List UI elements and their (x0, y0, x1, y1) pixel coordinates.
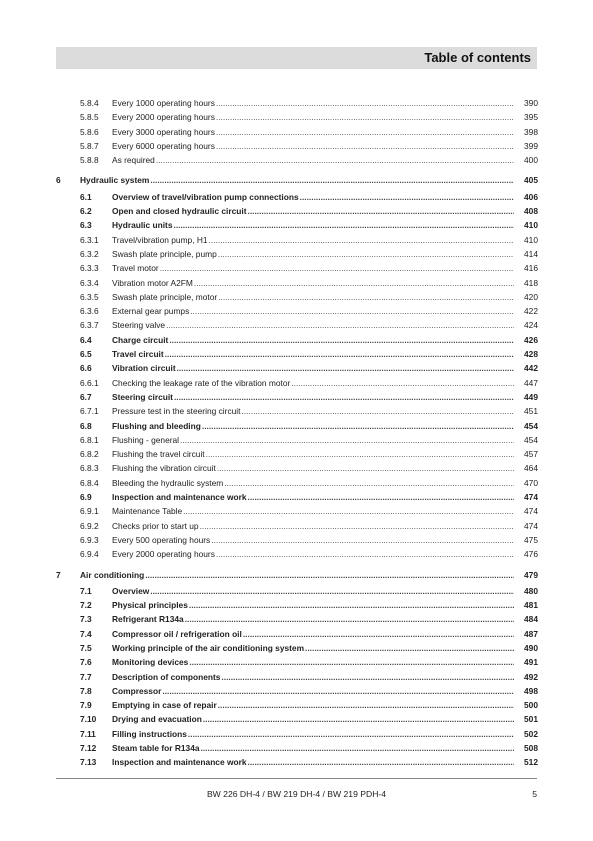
toc-page-number: 484 (524, 614, 538, 625)
toc-section-number: 6.3.2 (80, 248, 99, 259)
toc-entry-row[interactable] (56, 670, 538, 684)
toc-leader-dots (190, 304, 514, 318)
toc-leader-dots (209, 233, 514, 247)
toc-entry-title: Refrigerant R134a (112, 614, 184, 625)
toc-entry-content (56, 304, 538, 318)
toc-section-number: 6.9.1 (80, 506, 99, 517)
toc-section-number: 7.3 (80, 614, 92, 625)
toc-entry-content (56, 670, 538, 684)
toc-leader-dots (202, 419, 514, 433)
toc-page-number: 454 (524, 420, 538, 431)
toc-chapter-number: 7 (56, 569, 61, 580)
toc-entry-title: Checks prior to start up (112, 520, 199, 531)
toc-entry-row[interactable] (56, 190, 538, 204)
toc-page-number: 428 (524, 349, 538, 360)
toc-entry-title: External gear pumps (112, 306, 190, 317)
toc-entry-content (56, 627, 538, 641)
toc-section-number: 7.1 (80, 585, 92, 596)
toc-page-number: 502 (524, 728, 538, 739)
toc-entry-content (56, 333, 538, 347)
toc-entry-row[interactable] (56, 698, 538, 712)
toc-section-number: 7.5 (80, 642, 92, 653)
toc-section-number: 6.3.6 (80, 306, 99, 317)
toc-entry-row[interactable] (56, 533, 538, 547)
toc-entry-content (56, 698, 538, 712)
toc-leader-dots (165, 347, 514, 361)
toc-page-number: 410 (524, 234, 538, 245)
toc-page-number: 416 (524, 263, 538, 274)
toc-entry-row[interactable] (56, 333, 538, 347)
toc-entry-row[interactable] (56, 598, 538, 612)
toc-entry-row[interactable] (56, 153, 538, 167)
toc-entry-row[interactable] (56, 741, 538, 755)
toc-entry-content (56, 533, 538, 547)
toc-section-number: 6.7 (80, 391, 92, 402)
toc-section-number: 6.3.7 (80, 320, 99, 331)
toc-entry-content (56, 247, 538, 261)
toc-leader-dots (150, 584, 514, 598)
toc-entry-row[interactable] (56, 261, 538, 275)
toc-page-number: 476 (524, 549, 538, 560)
toc-entry-row[interactable] (56, 347, 538, 361)
toc-entry-title: Compressor (112, 685, 162, 696)
toc-section-number: 7.2 (80, 600, 92, 611)
toc-entry-row[interactable] (56, 290, 538, 304)
toc-section-number: 5.8.6 (80, 126, 99, 137)
toc-page-number: 390 (524, 98, 538, 108)
toc-leader-dots (183, 504, 514, 518)
toc-page-number: 475 (524, 534, 538, 545)
toc-leader-dots (174, 390, 514, 404)
toc-page-number: 395 (524, 112, 538, 123)
toc-page-number: 490 (524, 642, 538, 653)
toc-entry-content (56, 519, 538, 533)
toc-entry-row[interactable] (56, 125, 538, 139)
toc-page-number: 420 (524, 291, 538, 302)
toc-page-number: 424 (524, 320, 538, 331)
toc-leader-dots (201, 741, 514, 755)
toc-page-number: 508 (524, 743, 538, 754)
toc-entry-title: Vibration motor A2FM (112, 277, 193, 288)
toc-chapter-number: 6 (56, 175, 61, 186)
toc-entry-title: Checking the leakage rate of the vibration motor (112, 377, 291, 388)
toc-entry-title: Bleeding the hydraulic system (112, 477, 224, 488)
toc-entry-row[interactable] (56, 727, 538, 741)
toc-entry-row[interactable] (56, 476, 538, 490)
toc-entry-title: Travel motor (112, 263, 159, 274)
toc-entry-row[interactable] (56, 447, 538, 461)
toc-entry-content (56, 547, 538, 561)
toc-entry-row[interactable] (56, 110, 538, 124)
toc-entry-title: Steam table for R134a (112, 743, 200, 754)
toc-leader-dots (224, 476, 514, 490)
toc-page-number: 447 (524, 377, 538, 388)
toc-page-number: 408 (524, 206, 538, 217)
toc-entry-title: Maintenance Table (112, 506, 183, 517)
toc-section-number: 6.3.1 (80, 234, 99, 245)
toc-entry-content (56, 727, 538, 741)
footer-models: BW 226 DH-4 / BW 219 DH-4 / BW 219 PDH-4 (206, 789, 387, 799)
toc-section-number: 6.6.1 (80, 377, 99, 388)
toc-entry-row[interactable] (56, 461, 538, 475)
toc-section-number: 6.3.4 (80, 277, 99, 288)
toc-section-number: 6.8.2 (80, 449, 99, 460)
toc-page-number: 474 (524, 492, 538, 503)
toc-leader-dots (160, 261, 514, 275)
toc-entry-content (56, 233, 538, 247)
toc-entry-title: Hydraulic system (80, 175, 150, 186)
toc-page-number: 418 (524, 277, 538, 288)
toc-entry-content (56, 584, 538, 598)
toc-entry-title: Steering valve (112, 320, 166, 331)
toc-entry-title: Drying and evacuation (112, 714, 202, 725)
toc-leader-dots (162, 684, 514, 698)
toc-entry-content (56, 276, 538, 290)
page-title: Table of contents (424, 50, 531, 65)
toc-entry-row[interactable] (56, 655, 538, 669)
toc-entry-row[interactable] (56, 504, 538, 518)
toc-entry-row[interactable] (56, 419, 538, 433)
toc-entry-content (56, 598, 538, 612)
toc-leader-dots (216, 125, 514, 139)
toc-entry-row[interactable] (56, 612, 538, 626)
toc-leader-dots (211, 533, 514, 547)
toc-leader-dots (188, 727, 514, 741)
toc-section-number: 6.7.1 (80, 406, 99, 417)
toc-page-number: 470 (524, 477, 538, 488)
toc-entry-title: Pressure test in the steering circuit (112, 406, 241, 417)
toc-page-number: 492 (524, 671, 538, 682)
toc-entry-row[interactable] (56, 684, 538, 698)
toc-entry-title: Inspection and maintenance work (112, 492, 247, 503)
toc-page-number: 410 (524, 220, 538, 231)
footer-divider (56, 778, 537, 779)
toc-leader-dots (218, 698, 514, 712)
toc-section-number: 7.6 (80, 657, 92, 668)
toc-entry-content (56, 612, 538, 626)
toc-section-number: 6.8.1 (80, 434, 99, 445)
toc-entry-title: Compressor oil / refrigeration oil (112, 628, 242, 639)
toc-entry-content (56, 361, 538, 375)
toc-entry-title: Inspection and maintenance work (112, 757, 247, 768)
toc-leader-dots (150, 173, 514, 187)
toc-entry-content (56, 447, 538, 461)
toc-page-number: 398 (524, 126, 538, 137)
toc-leader-dots (185, 612, 514, 626)
toc-section-number: 5.8.5 (80, 112, 99, 123)
toc-entry-title: Every 2000 operating hours (112, 112, 215, 123)
toc-page-number: 422 (524, 306, 538, 317)
toc-page-number: 426 (524, 334, 538, 345)
toc-entry-content (56, 404, 538, 418)
toc-entry-content (56, 755, 538, 769)
toc-page-number: 501 (524, 714, 538, 725)
toc-page-number: 500 (524, 700, 538, 711)
toc-leader-dots (243, 627, 514, 641)
toc-entry-content (56, 218, 538, 232)
toc-page-number: 481 (524, 600, 538, 611)
toc-entry-content (56, 190, 538, 204)
toc-section-number: 5.8.8 (80, 155, 99, 166)
toc-entry-content (56, 741, 538, 755)
toc-entry-content (56, 390, 538, 404)
toc-leader-dots (180, 433, 514, 447)
toc-entry-title: Physical principles (112, 600, 188, 611)
toc-entry-row[interactable] (56, 712, 538, 726)
toc-section-number: 7.8 (80, 685, 92, 696)
toc-entry-content (56, 712, 538, 726)
toc-entry-title: Vibration circuit (112, 363, 176, 374)
toc-page-number: 464 (524, 463, 538, 474)
toc-entry-content (56, 376, 538, 390)
toc-entry-content (56, 433, 538, 447)
toc-page-number: 449 (524, 391, 538, 402)
toc-entry-title: Emptying in case of repair (112, 700, 217, 711)
toc-page-number: 474 (524, 506, 538, 517)
toc-leader-dots (200, 519, 514, 533)
toc-entry-row[interactable] (56, 139, 538, 153)
toc-page-number: 480 (524, 585, 538, 596)
toc-leader-dots (218, 290, 514, 304)
footer-page-number: 5 (532, 789, 537, 799)
toc-entry-title: As required (112, 155, 155, 166)
toc-section-number: 6.2 (80, 206, 92, 217)
toc-entry-row[interactable] (56, 361, 538, 375)
toc-leader-dots (216, 547, 514, 561)
toc-section-number: 6.9.2 (80, 520, 99, 531)
toc-entry-row[interactable] (56, 627, 538, 641)
toc-leader-dots (221, 670, 514, 684)
toc-leader-dots (177, 361, 514, 375)
toc-section-number: 7.10 (80, 714, 97, 725)
toc-entry-title: Flushing the vibration circuit (112, 463, 216, 474)
toc-entry-title: Swash plate principle, pump (112, 248, 217, 259)
toc-entry-row[interactable] (56, 490, 538, 504)
toc-entry-row[interactable] (56, 404, 538, 418)
toc-entry-content (56, 655, 538, 669)
toc-entry-title: Travel/vibration pump, H1 (112, 234, 208, 245)
toc-entry-row[interactable] (56, 376, 538, 390)
toc-page-number: 479 (524, 569, 538, 580)
toc-entry-title: Open and closed hydraulic circuit (112, 206, 247, 217)
toc-page-number: 451 (524, 406, 538, 417)
toc-entry-row[interactable] (56, 276, 538, 290)
toc-entry-content (56, 110, 538, 124)
toc-section-number: 6.3 (80, 220, 92, 231)
toc-section-number: 6.3.3 (80, 263, 99, 274)
toc-leader-dots (206, 447, 514, 461)
toc-section-number: 7.13 (80, 757, 97, 768)
toc-leader-dots (145, 568, 514, 582)
toc-entry-title: Air conditioning (80, 569, 145, 580)
toc-leader-dots (166, 318, 514, 332)
toc-chapter-row[interactable] (56, 568, 538, 582)
toc-entry-title: Flushing the travel circuit (112, 449, 205, 460)
toc-page-number: 406 (524, 191, 538, 202)
toc-leader-dots (291, 376, 514, 390)
toc-entry-content (56, 490, 538, 504)
toc-entry-content (56, 504, 538, 518)
table-of-contents (56, 96, 538, 770)
toc-entry-title: Overview of travel/vibration pump connections (112, 191, 299, 202)
toc-page-number: 474 (524, 520, 538, 531)
toc-page-number: 400 (524, 155, 538, 166)
toc-section-number: 6.6 (80, 363, 92, 374)
toc-entry-content (56, 641, 538, 655)
toc-section-number: 6.8 (80, 420, 92, 431)
toc-entry-content (56, 347, 538, 361)
toc-entry-row[interactable] (56, 96, 538, 110)
toc-leader-dots (216, 110, 514, 124)
toc-entry-content (56, 261, 538, 275)
toc-leader-dots (248, 490, 515, 504)
toc-entry-content (56, 173, 538, 187)
toc-leader-dots (174, 218, 515, 232)
toc-entry-content (56, 153, 538, 167)
toc-entry-title: Every 6000 operating hours (112, 140, 215, 151)
toc-section-number: 5.8.7 (80, 140, 99, 151)
toc-page-number: 442 (524, 363, 538, 374)
toc-entry-content (56, 96, 538, 110)
toc-section-number: 7.11 (80, 728, 96, 739)
toc-entry-title: Travel circuit (112, 349, 164, 360)
toc-entry-row[interactable] (56, 519, 538, 533)
toc-section-number: 6.4 (80, 334, 92, 345)
toc-entry-row[interactable] (56, 584, 538, 598)
toc-section-number: 7.7 (80, 671, 92, 682)
toc-entry-content (56, 204, 538, 218)
toc-leader-dots (217, 461, 514, 475)
toc-entry-title: Filling instructions (112, 728, 187, 739)
toc-entry-content (56, 568, 538, 582)
toc-page-number: 491 (524, 657, 538, 668)
toc-entry-content (56, 461, 538, 475)
toc-entry-title: Hydraulic units (112, 220, 173, 231)
toc-entry-title: Swash plate principle, motor (112, 291, 218, 302)
header-bar (56, 47, 537, 69)
toc-entry-row[interactable] (56, 304, 538, 318)
toc-page-number: 405 (524, 175, 538, 186)
toc-entry-content (56, 476, 538, 490)
toc-section-number: 6.9.3 (80, 534, 99, 545)
toc-leader-dots (203, 712, 514, 726)
toc-entry-content (56, 318, 538, 332)
toc-entry-content (56, 684, 538, 698)
toc-section-number: 6.9.4 (80, 549, 99, 560)
toc-section-number: 6.8.3 (80, 463, 99, 474)
toc-entry-row[interactable] (56, 204, 538, 218)
toc-entry-title: Working principle of the air conditioning system (112, 642, 305, 653)
toc-page-number: 512 (524, 757, 538, 768)
toc-entry-title: Monitoring devices (112, 657, 189, 668)
toc-page-number: 414 (524, 248, 538, 259)
toc-page-number: 399 (524, 140, 538, 151)
toc-leader-dots (216, 139, 514, 153)
toc-section-number: 6.8.4 (80, 477, 99, 488)
toc-section-number: 6.5 (80, 349, 92, 360)
toc-leader-dots (216, 96, 514, 110)
toc-entry-content (56, 290, 538, 304)
toc-entry-title: Charge circuit (112, 334, 169, 345)
toc-entry-row[interactable] (56, 641, 538, 655)
toc-entry-row[interactable] (56, 318, 538, 332)
toc-leader-dots (241, 404, 514, 418)
toc-entry-title: Every 2000 operating hours (112, 549, 215, 560)
toc-section-number: 6.9 (80, 492, 92, 503)
toc-leader-dots (194, 276, 514, 290)
toc-section-number: 7.4 (80, 628, 92, 639)
toc-leader-dots (305, 641, 514, 655)
toc-page-number: 457 (524, 449, 538, 460)
toc-section-number: 6.3.5 (80, 291, 99, 302)
toc-entry-row[interactable] (56, 233, 538, 247)
toc-entry-row[interactable] (56, 547, 538, 561)
toc-entry-row[interactable] (56, 390, 538, 404)
toc-entry-content (56, 139, 538, 153)
toc-entry-row[interactable] (56, 433, 538, 447)
toc-leader-dots (248, 755, 515, 769)
toc-entry-title: Overview (112, 585, 150, 596)
toc-leader-dots (156, 153, 514, 167)
toc-entry-title: Steering circuit (112, 391, 173, 402)
toc-entry-row[interactable] (56, 218, 538, 232)
toc-leader-dots (189, 655, 514, 669)
toc-entry-title: Every 3000 operating hours (112, 126, 215, 137)
toc-entry-content (56, 419, 538, 433)
toc-page-number: 498 (524, 685, 538, 696)
toc-entry-row[interactable] (56, 247, 538, 261)
toc-section-number: 7.9 (80, 700, 92, 711)
toc-leader-dots (189, 598, 514, 612)
toc-section-number: 6.1 (80, 191, 92, 202)
toc-entry-title: Description of components (112, 671, 221, 682)
toc-page-number: 487 (524, 628, 538, 639)
toc-leader-dots (300, 190, 514, 204)
toc-chapter-row[interactable] (56, 173, 538, 187)
toc-entry-title: Flushing and bleeding (112, 420, 201, 431)
toc-section-number: 5.8.4 (80, 98, 99, 108)
toc-entry-content (56, 125, 538, 139)
toc-leader-dots (248, 204, 515, 218)
toc-page-number: 454 (524, 434, 538, 445)
toc-entry-row[interactable] (56, 755, 538, 769)
toc-entry-title: Every 500 operating hours (112, 534, 211, 545)
toc-leader-dots (218, 247, 514, 261)
toc-section-number: 7.12 (80, 743, 97, 754)
toc-leader-dots (169, 333, 514, 347)
toc-entry-title: Flushing - general (112, 434, 180, 445)
toc-entry-title: Every 1000 operating hours (112, 98, 215, 108)
